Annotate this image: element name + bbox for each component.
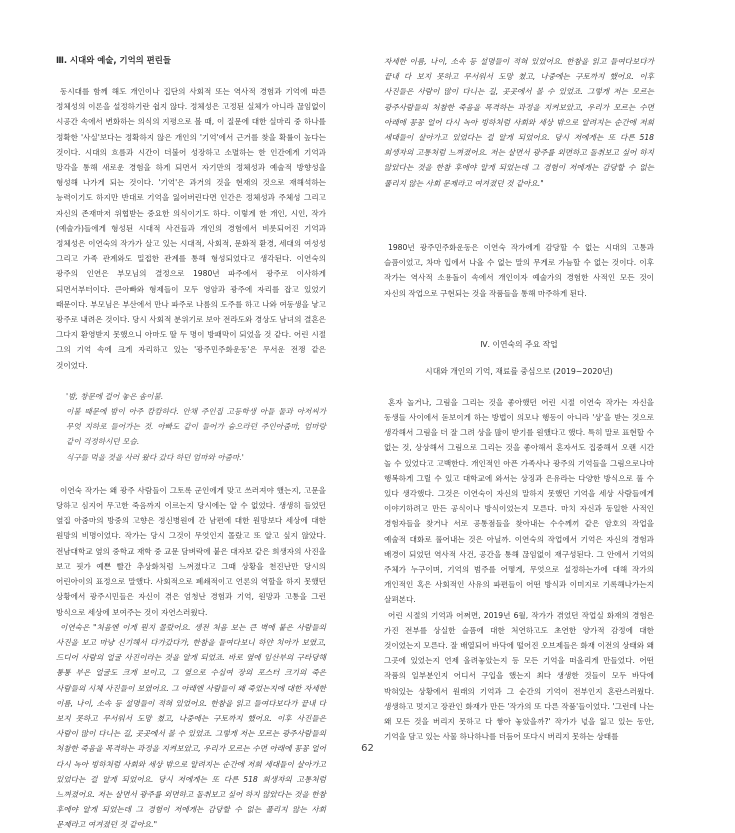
section-heading: Ⅳ. 이연숙의 주요 작업	[480, 339, 558, 349]
body-paragraph: 혼자 놀거나, 그림을 그리는 것을 좋아했던 어린 시절 이연숙 작가는 자신을 동생들 사이에서 돋보이게 하는 방법이 의모나 행동이 아니라 '상'을 받는 것으로 생각해서 그림을 더 잘 그려 상을 많이 받기를 원했다고 했다. 특히 말로 표현할 수 없는 것, 상상해서 그림으로 그리는 것을 좋아해서 혼자서도 집중해서 오랜 시간 놀 수 있었다고 고백한다. 개인적인 아픈 가족사나 광주의 기억들을 그림으로나마 행복하게 그릴 수 있고 대학교에 와서는 상징과 은유라는 다양한 방식으로 풀 수 있다 생각했다. 그것은 이연숙이 자신의 말하지 못했던 기억을 세상 사람들에게 이야기하려고 만든 공식이나 방식이었는지 모른다. 마치 자신과 동일한 사적인 경험자들을 찾거나 서로 공통점들을 찾아내는 수수께끼 같은 암호의 작업을 예술적 대화로 풀어내는 것은 아닐까. 이연숙의 작업에서 기억은 자신의 경험과 배경이 되었던 역사적 사건, 공간을 통해 끊임없이 재구성된다. 그 안에서 기억의 주체가 누구이며, 기억의 범주를 어떻게, 무엇으로 설정하는가에 대해 작가의 개인적인 혹은 사회적인 사유의 파편들이 어떤 방식과 이미지로 기록해나가는지 살펴본다.	[384, 397, 654, 605]
interview-quote: 이연숙은 "처음엔 이게 뭔지 몰랐어요. 생전 처음 보는 큰 벽에 붙은 사람들의 사진을 보고 마냥 신기해서 다가갔다가, 한참을 들여다보니 하얀 치아가 보였고, 드디어 사람의 얼굴 사진이라는 것을 알게 되었죠. 바로 옆에 임산부의 구타당해 퉁퉁 부은 얼굴도 크게 보이고, 그 옆으로 수십여 장의 포스터 크기의 죽은 사람들의 시체 사진들이 보였어요. 그 아래엔 사람들이 왜 죽었는지에 대한 자세한 이름, 나이, 소속 등 설명들이 적혀 있었어요. 한참을 읽고 들여다보다가 끝내 다 보지 못하고 무서워서 도망 쳤고, 나중에는 구토까지 했어요. 이후 사진들은 사람이 많이 다니는 길, 곳곳에서 볼 수 있었죠. 그렇게 저는 모르는 광주사람들의 처참한 죽음을 목격하는 과정을 지켜보았고, 우리가 모르는 수면 아래에 꽁꽁 얼어 다시 녹아 빙하처럼 사회와 세상 밖으로 알려지는 순간에 저희 세대들이 살아가고 있었다는 걸 알게 되었어요. 당시 저에게는 또 다른 518 희생자의 고통처럼 느껴졌어요. 저는 살면서 광주를 외면하고 돌취보고 싶어 하지 않았다는 것을 한참 후에야 알게 되었는데 그 경험이 저에게는 감당할 수 없는 풀리지 않는 사회 문제라고 여겨졌던 것 같아요."	[56, 622, 326, 830]
body-paragraph: 1980년 광주민주화운동은 이연숙 작가에게 감당할 수 없는 시대의 고통과 슬픔이었고, 차마 입에서 나올 수 없는 말의 무게로 가늠할 수 없는 것이다. 이후 작가는 역사적 소용돌이 속에서 개인이자 예술가의 경험한 사적인 모든 것이 자신의 작업으로 구현되는 것을 작품들을 통해 마주하게 된다.	[384, 243, 654, 298]
section-subheading: 시대와 개인의 기억, 재료를 중심으로 (2019~2020년)	[425, 366, 613, 376]
interview-quote-continued	[384, 54, 654, 240]
quote-line: '밤, 창문에 걸어 놓은 솜이불.	[66, 391, 164, 401]
body-paragraph: 어린 시절의 기억과 어쩌면, 2019년 6월, 작가가 겪었던 작업실 화재의 경험은 가진 전부를 상실한 슬픔에 대한 처연하고도 초연한 양가적 감정에 대한 것이었는지 모른다. 잘 배열되어 바닥에 떨어진 오브제들은 화재 이전의 상태와 왜 그곳에 있었는지 언제 올려놓았는지 등 모든 기억을 떠올리게 만들었다. 어떤 작품의 일부분인지 어디서 구입을 했는지 최다 생생한 것들이 모두 바닥에 박혀있는 상황에서 원래의 기억과 그 순간의 기억이 전부인지 혼란스러웠다. 생생하고 멋지고 장관인 화재가 만든 '작가의 또 다른 작품'들이었다. '그런데 나는 왜 모든 것을 버리지 못하고 다 쌓아 놓았을까?' 작가가 넋을 잃고 있는 동안, 기억을 담고 있는 사물 하나하나를 더듬어 또다시 버리지 못하는 상태를	[384, 610, 654, 742]
page-number: 62	[361, 743, 374, 754]
quote-block	[56, 389, 326, 465]
quote-line: 이불 때문에 밤이 아주 캄캄하다. 안채 주인집 고등학생 아들 둘과 아저씨가 무엇 지하로 들어가는 것. 아빠도 같이 들어가 숨으라던 주인아줌마, 엄마랑 같이 걱정하시던 모습.	[66, 407, 326, 447]
section-heading: Ⅲ. 시대와 예술, 기억의 편린들	[56, 55, 171, 65]
left-column	[56, 40, 326, 830]
right-column	[384, 40, 654, 744]
body-paragraph: 동시대를 함께 해도 개인이나 집단의 사회적 또는 역사적 경험과 기억에 따른 정체성의 이론을 설정하기란 쉽지 않다. 정체성은 고정된 실체가 아니라 끊임없이 시공간 속에서 변화하는 의식의 지평으로 볼 때, 이 질문에 대한 실마리 중 하나를 정확한 '사실'보다는 정확하지 않은 개인의 '기억'에서 근거를 찾을 확률이 높다는 것이다. 시대의 흐름과 시간이 더불어 성장하고 소멸하는 한 인간에게 기억과 망각을 통해 새로운 경험을 하게 되면서 자기만의 정체성과 예술적 방향성을 형성해 나가게 되는 것이다. '기억'은 과거의 것을 현재의 것으로 재해석하는 능력이기도 하지만 반대로 기억을 잃어버린다면 인간은 정체성과 주체성 그리고 자신의 존재마저 위협받는 중요한 의식이기도 하다. 이렇게 한 개인, 시인, 작가(예술가)들에게 형성된 시대적 사건들과 개인의 경험에서 비롯되어진 기억과 정체성은 이연숙의 작가가 살고 있는 시대적, 사회적, 문화적 환경, 세대의 여성성 그리고 가족 관계와도 밀접한 관계를 통해 형성되었다고 생각된다. 이연숙의 광주의 인연은 부모님의 결정으로 1980년 파주에서 광주로 이사하게 되면서부터이다. 큰아빠와 형제들이 모두 영암과 광주에 자리를 잡고 있었기 때문이다. 부모님은 부산에서 만나 파주로 나름의 도주를 하고 나와 여동생을 낳고 광주로 내려온 것이다. 당시 사회적 분위기로 보아 전라도와 경상도 남녀의 결혼은 그다지 환영받지 못했으니 아마도 딸 두 명이 방패막이 되었을 것 같다. 어린 시절 그의 기억 속에 크게 자리하고 있는 '광주민주화운동'은 무서운 전쟁 같은 것이었다.	[56, 87, 326, 370]
body-paragraph: 이연숙 작가는 왜 광주 사람들이 그토록 군인에게 맞고 쓰러져야 했는지, 고문을 당하고 심지어 무고한 죽음까지 이르는지 당시에는 알 수 없었다. 생생히 들었던 옆집 아줌마의 방중의 고향은 정신병원에 간 남편에 대한 원망보다 세상에 대한 원망의 비명이었다. 작가는 당시 그것이 무엇인지 몰랐고 또 알고 싶지 않았다. 전남대학교 옆의 중학교 재학 중 교문 담벼락에 붙은 대자보 같은 희생자의 사진을 보고 핏가 예쁜 빨간 추상화처럼 느껴졌다고 그때 상황을 천진난만 당시의 어린아이의 표정으로 말했다. 사회적으로 폐쇄적이고 언론의 역할을 하지 못했던 상황에서 광주시민들은 자신이 겪은 엄청난 경험과 기억, 원망과 고통을 그런 방식으로 세상에 보여주는 것이 자연스러웠다.	[56, 485, 326, 617]
quote-line: 식구들 먹을 것을 사러 왔다 갔다 하던 엄마와 아줌마.'	[66, 452, 244, 462]
interview-quote-text: 자세한 이름, 나이, 소속 등 설명들이 적혀 있었어요. 한참을 읽고 들여다보다가 끝내 다 보지 못하고 무서워서 도망 쳤고, 나중에는 구토까지 했어요. 이후 사진들은 사람이 많이 다니는 길, 곳곳에서 볼 수 있었죠. 그렇게 저는 모르는 광주사람들의 처참한 죽음을 목격하는 과정을 지켜보았고, 우리가 모르는 수면 아래에 꽁꽁 얼어 다시 녹아 빙하처럼 사회와 세상 밖으로 알려지는 순간에 저희 세대들이 살아가고 있었다는 걸 알게 되었어요. 당시 저에게는 또 다른 518 희생자의 고통처럼 느껴졌어요. 저는 살면서 광주를 외면하고 돌취보고 싶어 하지 않았다는 것을 한참 후에야 알게 되었는데 그 경험이 저에게는 감당할 수 없는 풀리지 않는 사회 문제라고 여겨졌던 것 같아요."	[384, 57, 654, 188]
